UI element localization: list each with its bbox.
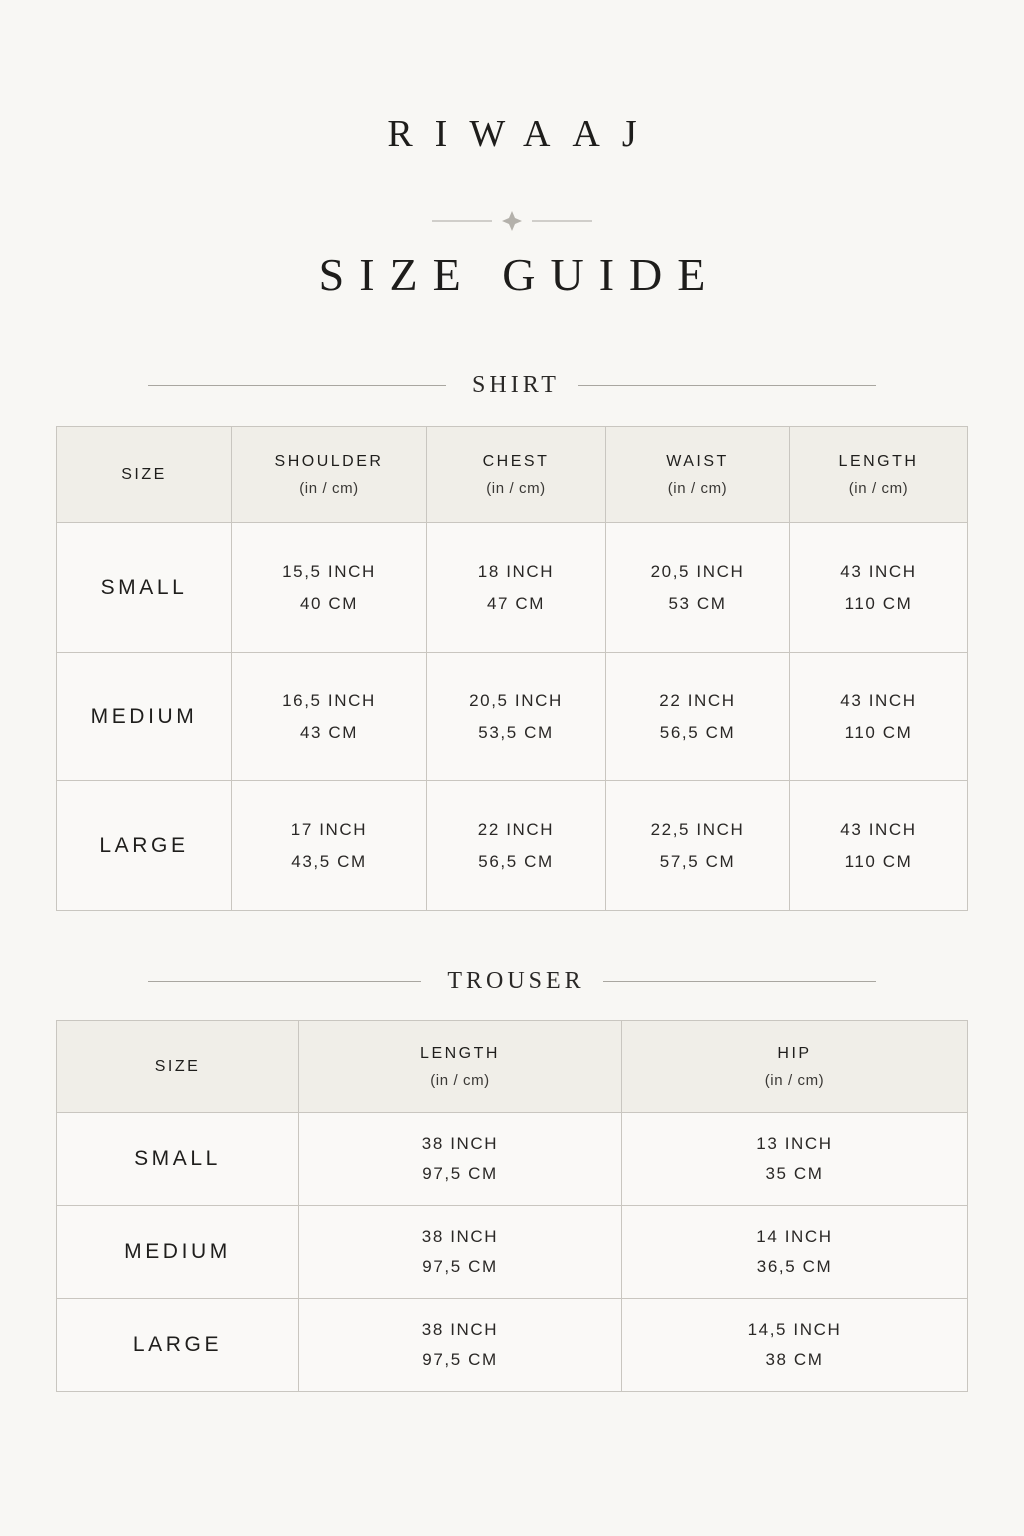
column-header-shoulder <box>232 427 427 523</box>
inch-value: 18 INCH <box>477 561 555 581</box>
measurement-cell <box>622 1299 968 1392</box>
inch-value: 14 INCH <box>756 1227 833 1246</box>
four-point-star-icon <box>502 211 522 231</box>
inch-value: 15,5 INCH <box>282 561 376 581</box>
table-row <box>57 781 968 911</box>
row-label-cell <box>57 781 232 911</box>
cm-value: 43,5 CM <box>291 851 367 871</box>
measurement-cell <box>427 781 606 911</box>
measurement-cell <box>299 1206 622 1299</box>
column-header-unit: (in / cm) <box>667 479 728 497</box>
inch-value: 43 INCH <box>840 690 917 710</box>
cm-value: 56,5 CM <box>659 722 736 742</box>
row-label-cell <box>57 1113 299 1206</box>
measurement-cell <box>232 653 427 781</box>
column-header-length <box>299 1021 622 1113</box>
inch-value: 17 INCH <box>290 819 368 839</box>
cm-value: 47 CM <box>486 593 546 613</box>
column-header-waist <box>606 427 790 523</box>
row-label-cell <box>57 1206 299 1299</box>
row-label-cell <box>57 1299 299 1392</box>
cm-value: 43 CM <box>299 722 359 742</box>
column-header-label: HIP <box>777 1044 812 1062</box>
cm-value: 35 CM <box>765 1164 824 1183</box>
cm-value: 40 CM <box>299 593 359 613</box>
column-header-size <box>57 427 232 523</box>
inch-value: 22 INCH <box>659 690 736 710</box>
measurement-cell <box>299 1113 622 1206</box>
shirt-size-table <box>56 426 968 911</box>
trouser-heading-label: TROUSER <box>447 967 585 994</box>
inch-value: 16,5 INCH <box>282 690 376 710</box>
measurement-cell <box>232 523 427 653</box>
size-label: MEDIUM <box>124 1240 231 1263</box>
table-row <box>57 1206 968 1299</box>
divider-line <box>578 385 876 386</box>
column-header-label: CHEST <box>482 452 550 470</box>
column-header-length <box>790 427 968 523</box>
inch-value: 14,5 INCH <box>747 1320 842 1339</box>
cm-value: 56,5 CM <box>478 851 554 871</box>
divider-line <box>148 981 421 982</box>
shirt-heading-label: SHIRT <box>472 371 560 398</box>
brand-logo: RIWAAJ <box>387 113 659 155</box>
inch-value: 43 INCH <box>840 561 917 581</box>
measurement-cell <box>299 1299 622 1392</box>
measurement-cell <box>622 1206 968 1299</box>
table-header-row <box>57 1021 968 1113</box>
measurement-cell <box>606 523 790 653</box>
inch-value: 43 INCH <box>840 819 917 839</box>
divider-line <box>148 385 446 386</box>
trouser-section-heading <box>148 966 876 996</box>
measurement-cell <box>606 781 790 911</box>
cm-value: 53 CM <box>668 593 727 613</box>
measurement-cell <box>622 1113 968 1206</box>
cm-value: 97,5 CM <box>422 1257 498 1276</box>
column-header-label: SHOULDER <box>274 452 384 470</box>
inch-value: 13 INCH <box>756 1134 833 1153</box>
cm-value: 97,5 CM <box>422 1164 498 1183</box>
table-row <box>57 653 968 781</box>
cm-value: 97,5 CM <box>422 1350 498 1369</box>
inch-value: 22,5 INCH <box>650 819 745 839</box>
trouser-size-table <box>56 1020 968 1392</box>
measurement-cell <box>606 653 790 781</box>
page-title: SIZE GUIDE <box>318 249 721 300</box>
column-header-unit: (in / cm) <box>486 479 546 497</box>
column-header-label: LENGTH <box>838 452 919 470</box>
measurement-cell <box>790 653 968 781</box>
table-row <box>57 1299 968 1392</box>
column-header-unit: (in / cm) <box>299 479 359 497</box>
cm-value: 110 CM <box>844 851 913 871</box>
size-label: SMALL <box>134 1147 221 1170</box>
cm-value: 110 CM <box>844 593 913 613</box>
measurement-cell <box>427 523 606 653</box>
column-header-label: SIZE <box>154 1057 201 1075</box>
inch-value: 20,5 INCH <box>650 561 745 581</box>
column-header-label: SIZE <box>121 465 167 483</box>
column-header-size <box>57 1021 299 1113</box>
column-header-unit: (in / cm) <box>848 479 909 497</box>
size-label: MEDIUM <box>90 704 198 728</box>
column-header-hip <box>622 1021 968 1113</box>
size-label: SMALL <box>100 575 188 599</box>
row-label-cell <box>57 653 232 781</box>
column-header-label: WAIST <box>666 452 729 470</box>
cm-value: 57,5 CM <box>659 851 736 871</box>
table-row <box>57 523 968 653</box>
column-header-chest <box>427 427 606 523</box>
size-label: LARGE <box>99 833 189 857</box>
measurement-cell <box>790 523 968 653</box>
table-header-row <box>57 427 968 523</box>
inch-value: 38 INCH <box>421 1320 499 1339</box>
inch-value: 22 INCH <box>477 819 555 839</box>
size-label: LARGE <box>132 1333 223 1356</box>
column-header-unit: (in / cm) <box>430 1071 490 1089</box>
shirt-section-heading <box>148 370 876 400</box>
cm-value: 53,5 CM <box>478 722 554 742</box>
column-header-unit: (in / cm) <box>764 1071 825 1089</box>
title-ornament <box>430 208 594 234</box>
divider-line <box>603 981 876 982</box>
measurement-cell <box>232 781 427 911</box>
column-header-label: LENGTH <box>420 1044 500 1062</box>
inch-value: 20,5 INCH <box>469 690 563 710</box>
cm-value: 38 CM <box>765 1350 824 1369</box>
measurement-cell <box>790 781 968 911</box>
measurement-cell <box>427 653 606 781</box>
inch-value: 38 INCH <box>421 1227 499 1246</box>
row-label-cell <box>57 523 232 653</box>
cm-value: 110 CM <box>844 722 913 742</box>
inch-value: 38 INCH <box>421 1134 499 1153</box>
cm-value: 36,5 CM <box>756 1257 833 1276</box>
table-row <box>57 1113 968 1206</box>
